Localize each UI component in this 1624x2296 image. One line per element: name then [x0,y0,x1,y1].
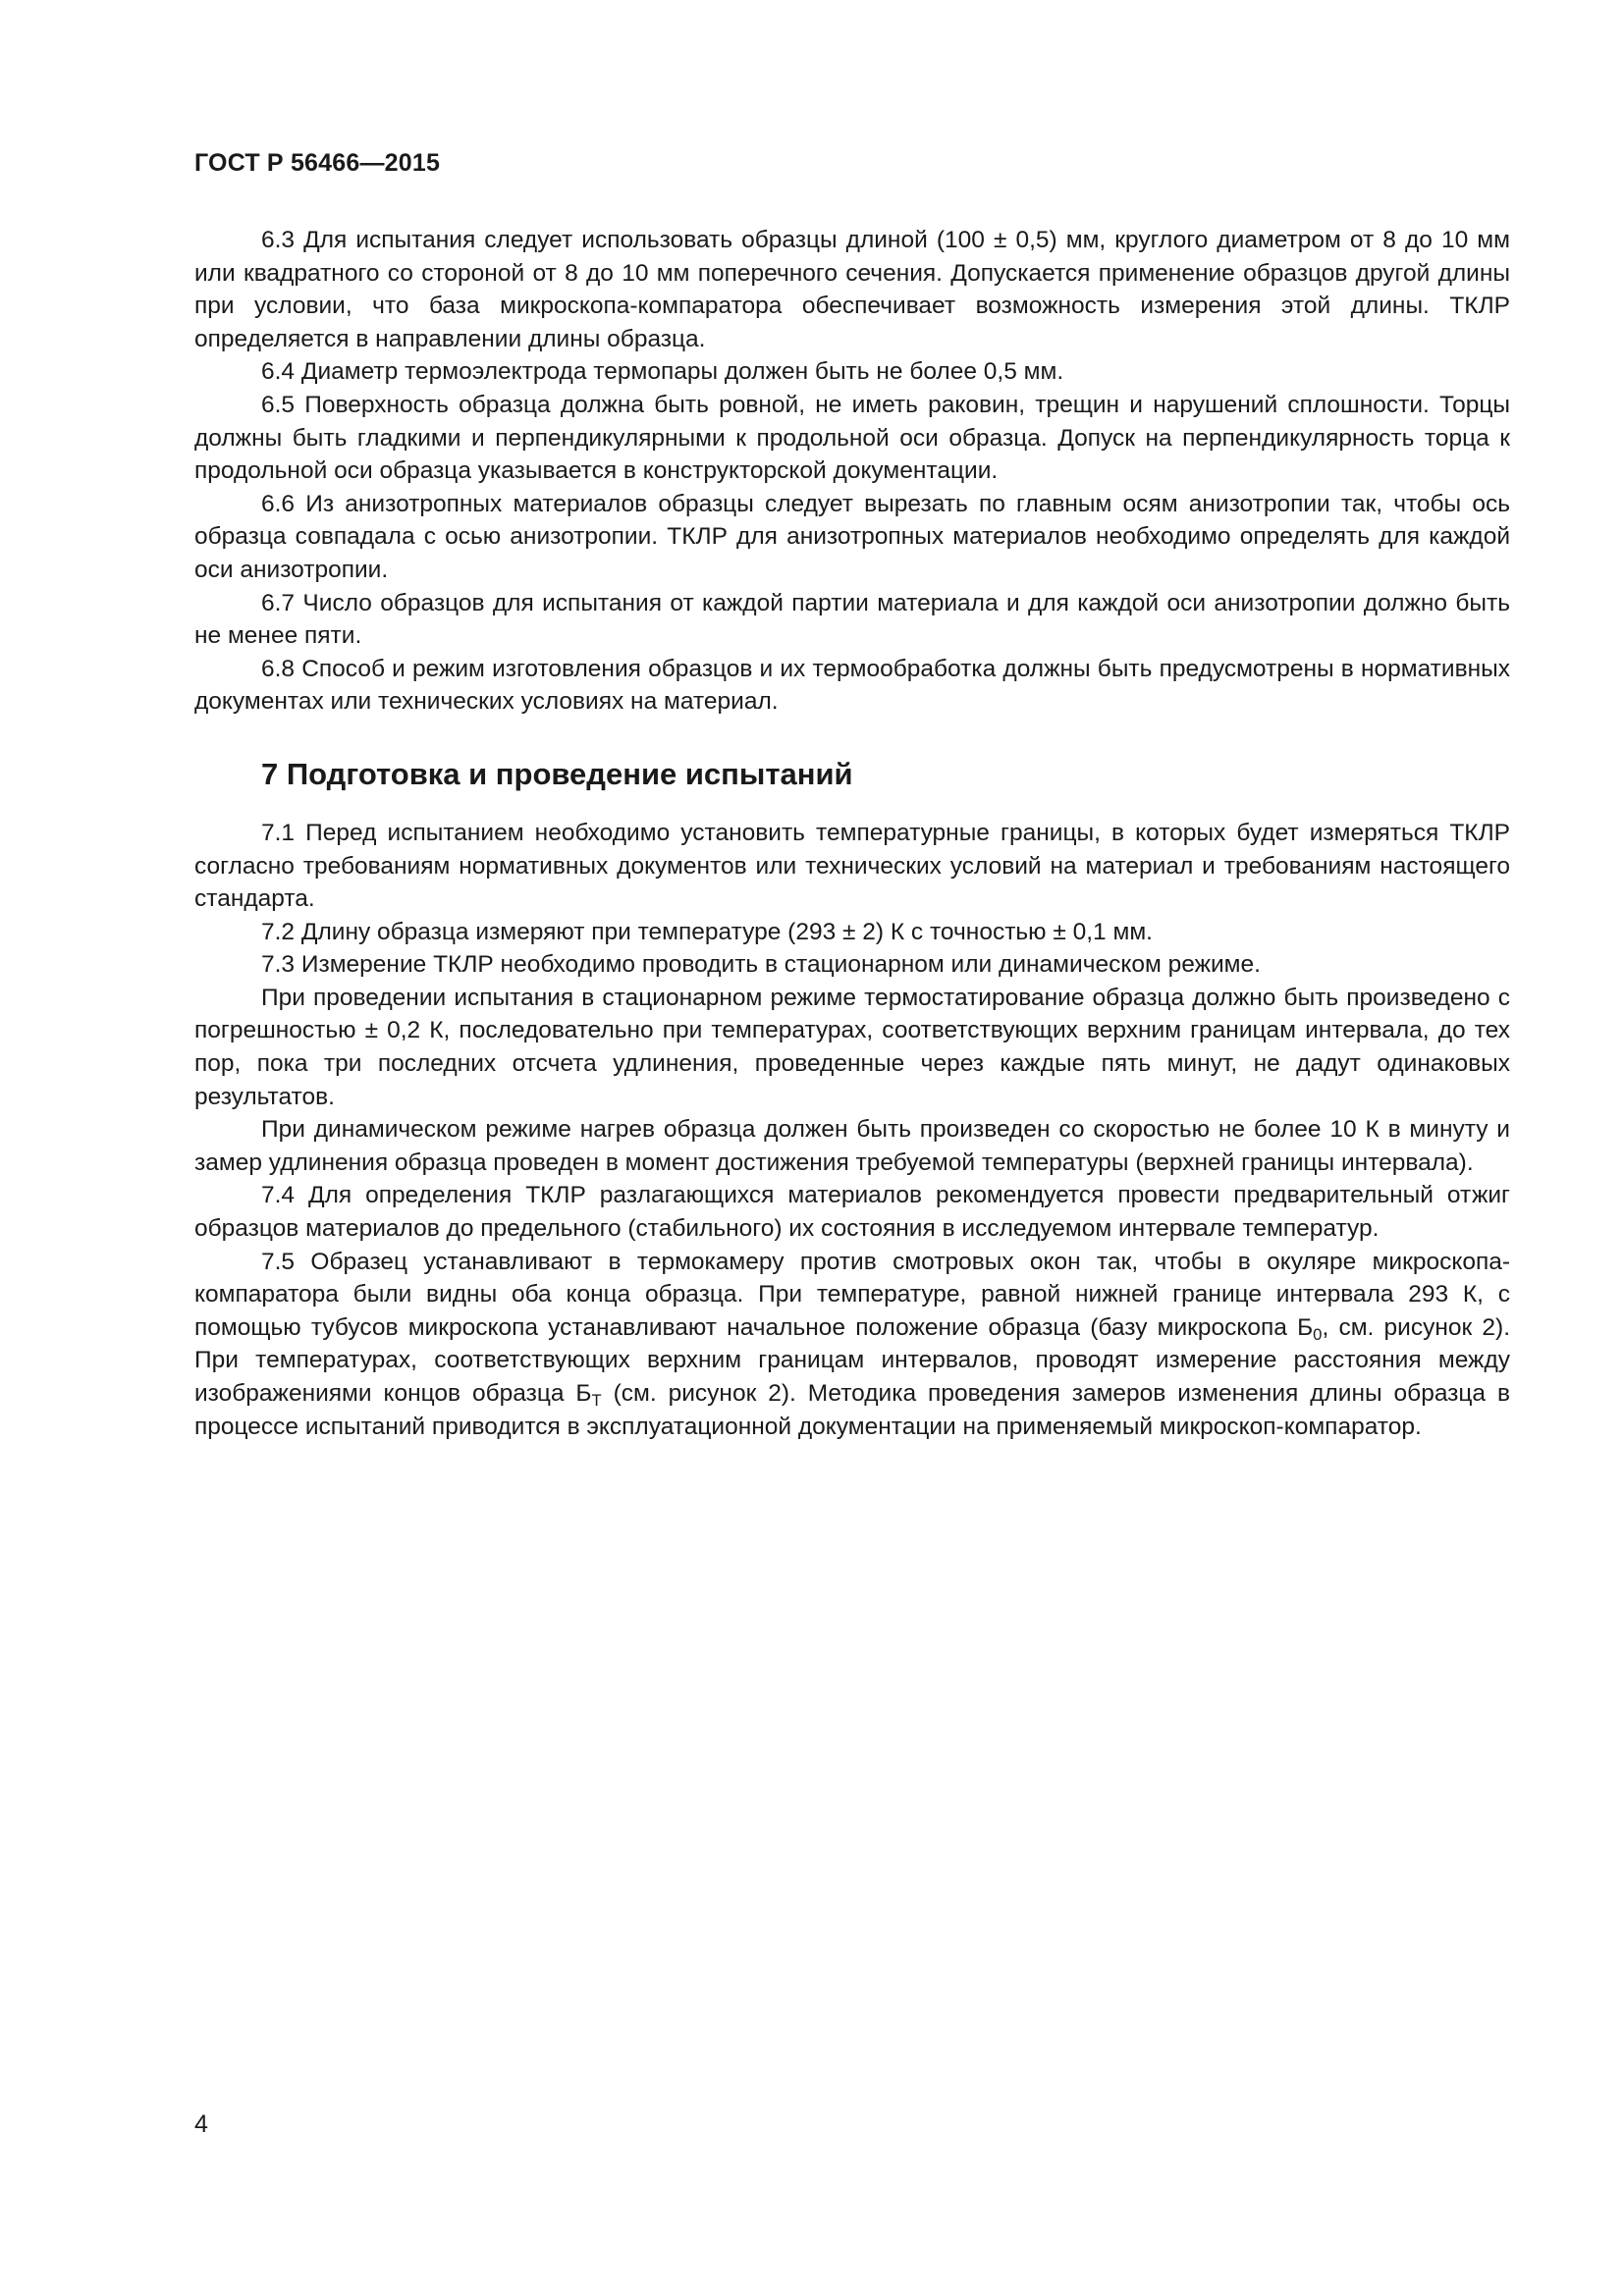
page-number: 4 [194,2110,208,2138]
paragraph-6-3: 6.3 Для испытания следует использовать образцы длиной (100 ± 0,5) мм, круглого диаметром от 8 до 10 мм или квадратного со стороной от 8 до 10 мм поперечного сечения. Допускается применение образцов другой длины при условии, что база микроскопа-компаратора обеспечивает возможность измерения этой длины. ТКЛР определяется в направлении длины образца. [194,227,1510,352]
paragraph-7-5-part2: , см. рисунок 2). При температурах, соответствующих верхним границам интервалов, проводят измерение расстояния между изображениями концов образца Б [194,1313,1511,1407]
paragraph-7-3: 7.3 Измерение ТКЛР необходимо проводить в стационарном или динамическом режиме. [261,951,1261,979]
paragraph-stationary-mode: При проведении испытания в стационарном режиме термостатирование образца должно быть произведено с погрешностью ± 0,2 К, последовательно при температурах, соответствующих верхним границам интервала, до тех пор, пока три последних отсчета удлинения, проведенные через каждые пять минут, не дадут одинаковых результатов. [194,984,1510,1110]
subscript-t: T [591,1390,602,1410]
paragraph-dynamic-mode: При динамическом режиме нагрев образца должен быть произведен со скоростью не более 10 К в минуту и замер удлинения образца проведен в момент достижения требуемой температуры (верхней границы интервала). [194,1116,1510,1176]
document-body [194,224,1510,1443]
paragraph-6-4: 6.4 Диаметр термоэлектрода термопары должен быть не более 0,5 мм. [261,358,1064,386]
paragraph-7-5 [194,1246,1510,1444]
paragraph-6-6: 6.6 Из анизотропных материалов образцы следует вырезать по главным осям анизотропии так, чтобы ось образца совпадала с осью анизотропии. ТКЛР для анизотропных материалов необходимо определять для каждой оси анизотропии. [194,490,1510,583]
paragraph-6-7: 6.7 Число образцов для испытания от каждой партии материала и для каждой оси анизотропии должно быть не менее пяти. [194,589,1510,650]
paragraph-7-1: 7.1 Перед испытанием необходимо установить температурные границы, в которых будет измеряться ТКЛР согласно требованиям нормативных документов или технических условий на материал и требованиям настоящего стандарта. [194,819,1510,913]
paragraph-7-5-part1: 7.5 Образец устанавливают в термокамеру против смотровых окон так, чтобы в окуляре микроскопа-компаратора были видны оба конца образца. При температуре, равной нижней границе интервала 293 К, с помощью тубусов микроскопа устанавливают начальное положение образца (базу микроскопа Б [194,1248,1510,1341]
document-header: ГОСТ Р 56466—2015 [194,149,441,177]
section-7-heading: 7 Подготовка и проведение испытаний [261,756,853,791]
paragraph-6-8: 6.8 Способ и режим изготовления образцов и их термообработка должны быть предусмотрены в нормативных документах или технических условиях на материал. [194,655,1510,716]
paragraph-7-4: 7.4 Для определения ТКЛР разлагающихся материалов рекомендуется провести предварительный отжиг образцов материалов до предельного (стабильного) их состояния в исследуемом интервале температур. [194,1182,1510,1243]
paragraph-7-2: 7.2 Длину образца измеряют при температуре (293 ± 2) К с точностью ± 0,1 мм. [261,918,1153,945]
subscript-zero: 0 [1313,1324,1323,1344]
paragraph-7-5-part3: (см. рисунок 2). Методика проведения замеров изменения длины образца в процессе испытаний приводится в эксплуатационной документации на применяемый микроскоп-компаратор. [194,1380,1510,1440]
paragraph-6-5: 6.5 Поверхность образца должна быть ровной, не иметь раковин, трещин и нарушений сплошности. Торцы должны быть гладкими и перпендикулярными к продольной оси образца. Допуск на перпендикулярность торца к продольной оси образца указывается в конструкторской документации. [194,391,1510,485]
